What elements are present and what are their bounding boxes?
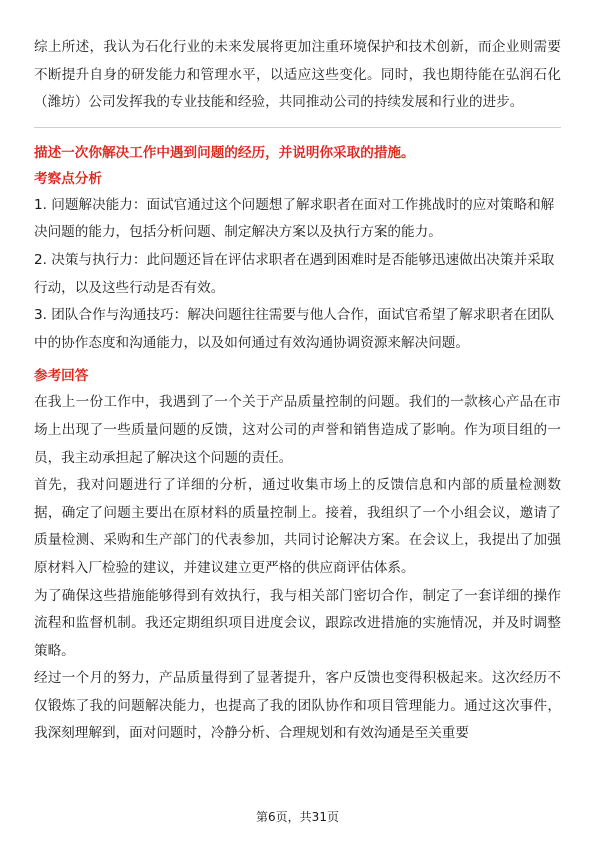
answer-paragraph: 在我上一份工作中，我遇到了一个关于产品质量控制的问题。我们的一款核心产品在市场上出现了一些质量问题的反馈，这对公司的声誉和销售造成了影响。作为项目组的一员，我主动承担起了解决这个问题的责任。 bbox=[34, 394, 561, 466]
analysis-item: 2. 决策与执行力：此问题还旨在评估求职者在遇到困难时是否能够迅速做出决策并采取行动，以及这些行动是否有效。 bbox=[34, 251, 555, 296]
answer-paragraph: 为了确保这些措施能够得到有效执行，我与相关部门密切合作，制定了一套详细的操作流程和监督机制。我还定期组织项目进度会议，跟踪改进措施的实施情况，并及时调整策略。 bbox=[34, 587, 561, 659]
intro-paragraph: 综上所述，我认为石化行业的未来发展将更加注重环境保护和技术创新，而企业则需要不断提升自身的研发能力和管理水平，以适应这些变化。同时，我也期待能在弘润石化（潍坊）公司发挥我的专业技能和经验，共同推动公司的持续发展和行业的进步。 bbox=[34, 39, 561, 111]
page-content bbox=[34, 34, 561, 748]
answer-title: 参考回答 bbox=[34, 368, 89, 385]
analysis-item: 1. 问题解决能力：面试官通过这个问题想了解求职者在面对工作挑战时的应对策略和解决问题的能力，包括分析问题、制定解决方案以及执行方案的能力。 bbox=[34, 196, 555, 241]
analysis-item: 3. 团队合作与沟通技巧：解决问题往往需要与他人合作，面试官希望了解求职者在团队中的协作态度和沟通能力，以及如何通过有效沟通协调资源来解决问题。 bbox=[34, 307, 555, 351]
analysis-title: 考察点分析 bbox=[34, 170, 102, 187]
page-number-footer: 第6页，共31页 bbox=[256, 810, 339, 824]
section-divider bbox=[34, 127, 561, 128]
interview-question: 描述一次你解决工作中遇到问题的经历，并说明你采取的措施。 bbox=[34, 144, 415, 161]
answer-paragraph: 经过一个月的努力，产品质量得到了显著提升，客户反馈也变得积极起来。这次经历不仅锻炼了我的问题解决能力，也提高了我的团队协作和项目管理能力。通过这次事件，我深刻理解到，面对问题时，冷静分析、合理规划和有效沟通是至关重要 bbox=[34, 670, 561, 742]
answer-paragraph: 首先，我对问题进行了详细的分析，通过收集市场上的反馈信息和内部的质量检测数据，确定了问题主要出在原材料的质量控制上。接着，我组织了一个小组会议，邀请了质量检测、采购和生产部门的代表参加，共同讨论解决方案。在会议上，我提出了加强原材料入厂检验的建议，并建议建立更严格的供应商评估体系。 bbox=[34, 477, 561, 576]
